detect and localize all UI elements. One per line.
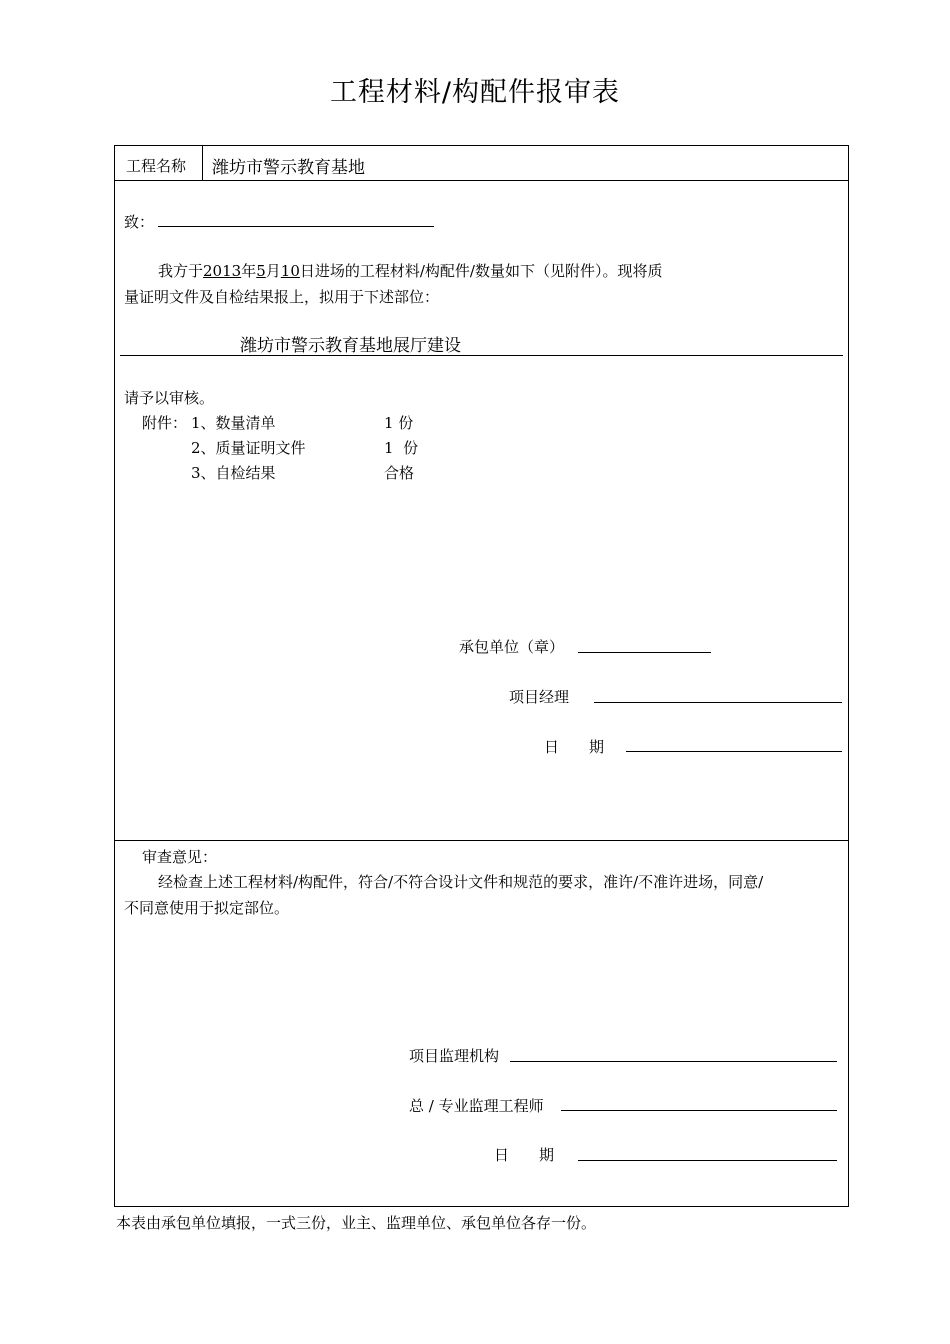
contractor-unit-field[interactable] <box>578 652 711 653</box>
attachments-label: 附件： <box>142 414 188 432</box>
project-name-label: 工程名称 <box>126 157 187 175</box>
statement-line-1 <box>158 260 663 281</box>
attachment-3-name: 3、自检结果 <box>191 464 276 482</box>
entry-month[interactable]: 5 <box>256 262 266 280</box>
section-divider <box>114 840 849 841</box>
attachment-2-qty: 1 份 <box>384 439 419 457</box>
review-label: 审查意见： <box>142 848 218 866</box>
statement-rest: 日进场的工程材料/构配件/数量如下（见附件）。现将质 <box>299 262 663 280</box>
attachment-1-name: 1、数量清单 <box>191 414 276 432</box>
contractor-unit-label: 承包单位（章） <box>459 638 565 656</box>
attachment-3-qty: 合格 <box>384 464 415 482</box>
row-divider <box>114 180 849 181</box>
statement-line-2: 量证明文件及自检结果报上，拟用于下述部位： <box>124 288 440 306</box>
contractor-date-field[interactable] <box>626 751 842 752</box>
footer-note: 本表由承包单位填报，一式三份，业主、监理单位、承包单位各存一份。 <box>116 1214 597 1232</box>
month-suffix: 月 <box>265 262 281 280</box>
supervision-engineer-field[interactable] <box>561 1110 837 1111</box>
location-underline <box>120 355 843 356</box>
to-recipient-field[interactable] <box>158 226 434 227</box>
review-date-label: 日 期 <box>494 1146 555 1164</box>
year-suffix: 年 <box>241 262 257 280</box>
project-name-value[interactable]: 潍坊市警示教育基地 <box>212 158 365 178</box>
request-text: 请予以审核。 <box>124 389 215 407</box>
column-divider <box>202 145 203 180</box>
to-label: 致： <box>124 213 155 231</box>
project-manager-field[interactable] <box>594 702 842 703</box>
supervision-org-label: 项目监理机构 <box>409 1047 500 1065</box>
project-manager-label: 项目经理 <box>509 688 570 706</box>
form-title: 工程材料/构配件报审表 <box>329 77 621 108</box>
location-value[interactable]: 潍坊市警示教育基地展厅建设 <box>240 336 461 356</box>
attachment-1-qty: 1 份 <box>384 414 414 432</box>
supervision-org-field[interactable] <box>510 1061 837 1062</box>
supervision-engineer-label: 总 / 专业监理工程师 <box>409 1097 544 1115</box>
review-text-line-1: 经检查上述工程材料/构配件，符合/不符合设计文件和规范的要求，准许/不准许进场，同意/ <box>158 873 764 891</box>
review-date-field[interactable] <box>578 1160 837 1161</box>
statement-prefix: 我方于 <box>158 262 204 280</box>
review-text-line-2: 不同意使用于拟定部位。 <box>124 899 290 917</box>
entry-day[interactable]: 10 <box>280 262 300 280</box>
attachment-2-name: 2、质量证明文件 <box>191 439 306 457</box>
contractor-date-label: 日 期 <box>544 738 605 756</box>
entry-year[interactable]: 2013 <box>203 262 242 280</box>
